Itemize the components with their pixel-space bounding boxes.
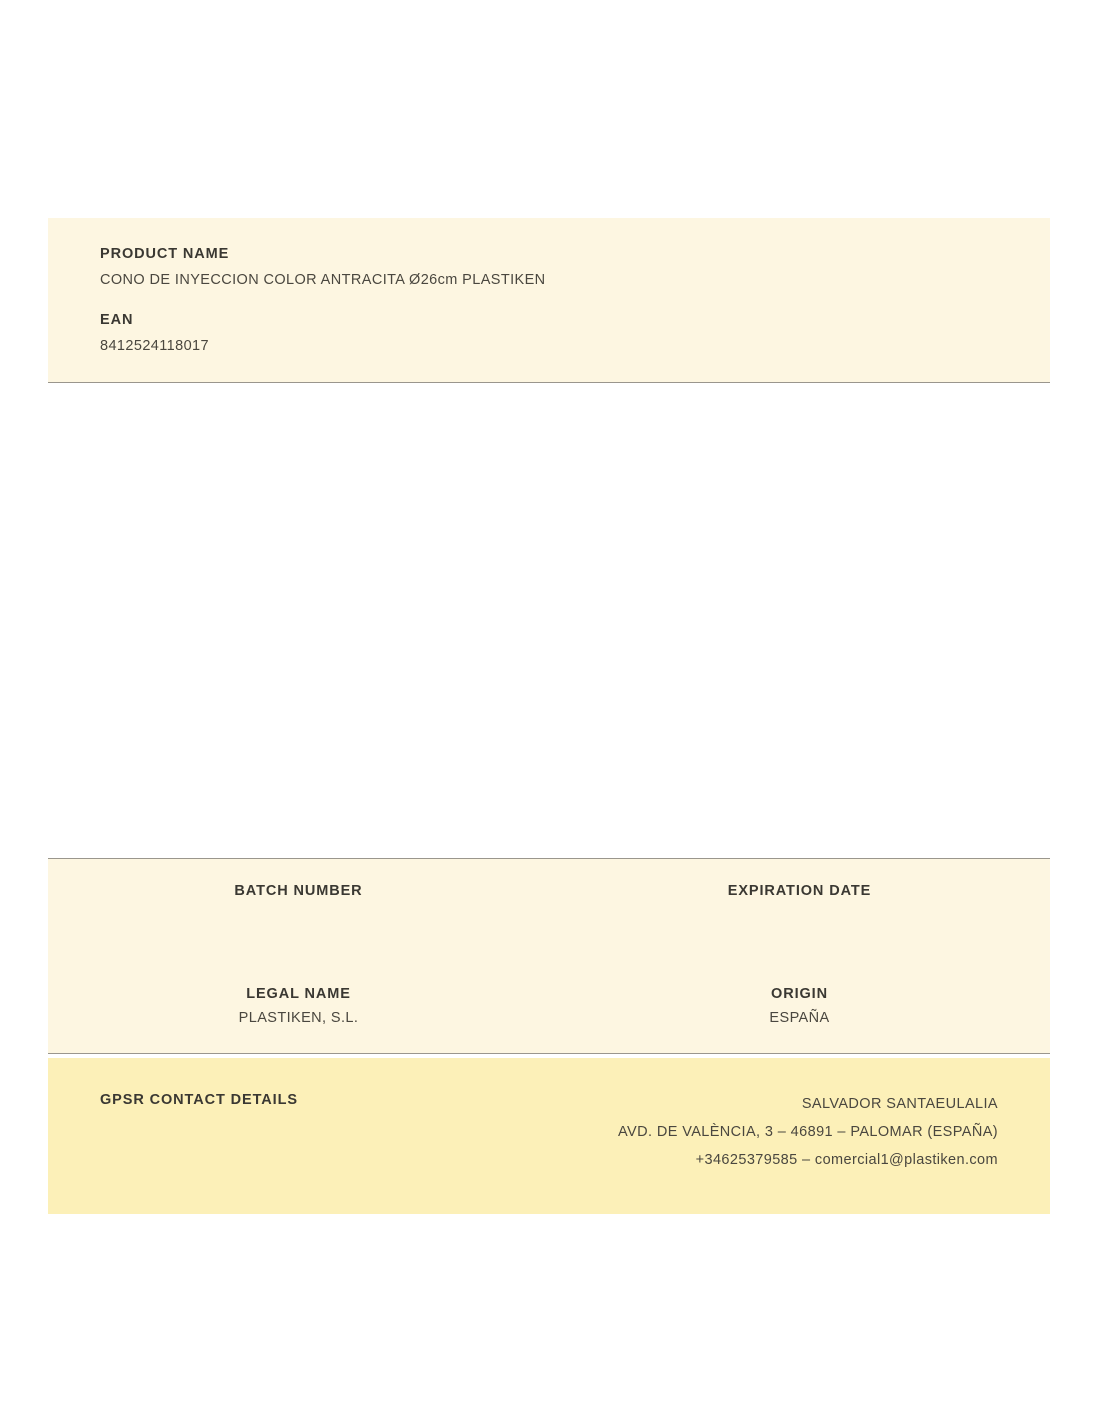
gpsr-contact-address: AVD. DE VALÈNCIA, 3 – 46891 – PALOMAR (ESPAÑA): [618, 1124, 998, 1140]
origin-field: [549, 986, 1050, 1027]
legal-name-value: PLASTIKEN, S.L.: [238, 1010, 359, 1026]
origin-label: ORIGIN: [771, 986, 828, 1002]
gpsr-contact-label: GPSR CONTACT DETAILS: [100, 1092, 298, 1108]
gpsr-contact-name: SALVADOR SANTAEULALIA: [801, 1096, 998, 1112]
batch-number-label: BATCH NUMBER: [234, 883, 363, 899]
ean-value: 8412524118017: [100, 338, 209, 354]
legal-name-field: [48, 986, 549, 1027]
product-identification-panel: [48, 218, 1050, 383]
legal-name-label: LEGAL NAME: [246, 986, 351, 1002]
row-divider-space: [48, 924, 1050, 986]
expiration-date-label: EXPIRATION DATE: [727, 883, 872, 899]
gpsr-contact-panel: [48, 1058, 1050, 1214]
origin-value: ESPAÑA: [769, 1010, 830, 1026]
ean-label: EAN: [100, 312, 134, 328]
product-name-field: [48, 246, 1050, 288]
product-name-label: PRODUCT NAME: [100, 246, 230, 262]
expiration-date-field: [549, 883, 1050, 924]
batch-and-legal-panel: [48, 858, 1050, 1054]
batch-number-value: [48, 907, 549, 924]
ean-field: [48, 312, 1050, 354]
batch-expiration-row: [48, 883, 1050, 924]
batch-number-field: [48, 883, 549, 924]
expiration-date-value: [549, 907, 1050, 924]
gpsr-contact-details: [618, 1090, 998, 1174]
legal-origin-row: [48, 986, 1050, 1027]
gpsr-contact-phone-email: +34625379585 – comercial1@plastiken.com: [695, 1152, 998, 1168]
product-name-value: CONO DE INYECCION COLOR ANTRACITA Ø26cm PLASTIKEN: [100, 272, 546, 288]
